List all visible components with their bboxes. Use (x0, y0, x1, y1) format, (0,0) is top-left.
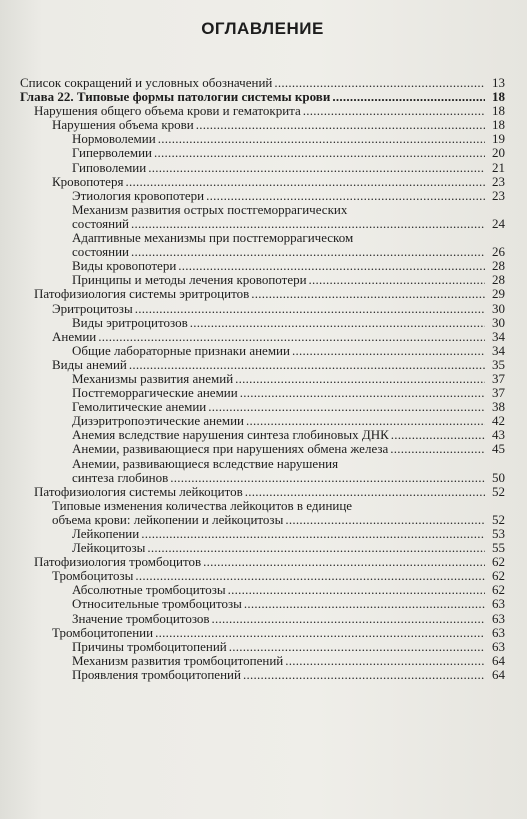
toc-entry-page: 23 (492, 173, 505, 189)
dot-leader (154, 147, 485, 161)
toc-entry (20, 175, 505, 189)
toc-entry-label: Значение тромбоцитозов (72, 610, 210, 626)
toc-entry-label: Этиология кровопотери (72, 187, 205, 203)
dot-leader (155, 626, 485, 640)
toc-entry (20, 287, 505, 301)
toc-entry (20, 612, 505, 626)
toc-entry (20, 245, 505, 259)
toc-entry-page: 28 (492, 272, 505, 288)
toc-entry-page: 63 (492, 596, 505, 612)
toc-entry-label: Эритроцитозы (52, 300, 133, 316)
toc-entry-page: 43 (492, 427, 505, 443)
toc-entry-label: Абсолютные тромбоцитозы (72, 582, 226, 598)
toc-entry-label: Нарушения общего объема крови и гематокрита (34, 103, 301, 119)
toc-entry-page: 30 (492, 314, 505, 330)
toc-entry-page: 26 (492, 244, 505, 260)
toc-entry (20, 146, 505, 160)
dot-leader (98, 330, 485, 344)
toc-entry-page: 30 (492, 300, 505, 316)
toc-entry (20, 104, 505, 118)
dot-leader (243, 668, 485, 682)
toc-entry (20, 302, 505, 316)
toc-entry-label: состояний (72, 215, 129, 231)
toc-entry (20, 118, 505, 132)
toc-entry-label: Патофизиология тромбоцитов (34, 554, 202, 570)
dot-leader (158, 132, 485, 146)
toc-entry-page: 38 (492, 399, 505, 415)
toc-entry-page: 35 (492, 356, 505, 372)
dot-leader (131, 245, 485, 259)
dot-leader (178, 259, 485, 273)
dot-leader (285, 513, 485, 527)
dot-leader (332, 90, 485, 104)
toc-entry (20, 76, 505, 90)
toc-entry-label: Патофизиология системы лейкоцитов (34, 483, 243, 499)
dot-leader (148, 161, 485, 175)
toc-entry (20, 626, 505, 640)
toc-entry-label: Виды эритроцитозов (72, 314, 188, 330)
toc-entry (20, 668, 505, 682)
toc-entry-page: 19 (492, 131, 505, 147)
toc-entry-label: Дизэритропоэтические анемии (72, 413, 245, 429)
toc-entry-page: 62 (492, 554, 505, 570)
toc-entry (20, 583, 505, 597)
table-of-contents (20, 76, 505, 682)
toc-entry (20, 457, 505, 471)
toc-entry (20, 161, 505, 175)
toc-entry-label: Тромбоцитозы (52, 568, 134, 584)
toc-entry-page: 20 (492, 145, 505, 161)
toc-entry (20, 541, 505, 555)
toc-entry-label: Лейкоцитозы (72, 540, 146, 556)
toc-entry-page: 13 (492, 75, 505, 90)
dot-leader (309, 273, 485, 287)
dot-leader (147, 541, 485, 555)
toc-entry-page: 50 (492, 469, 505, 485)
page-title: ОГЛАВЛЕНИЕ (201, 19, 324, 38)
toc-entry-label: Анемии, развивающиеся при нарушениях обмена железа (72, 441, 389, 457)
toc-entry-label: Типовые изменения количества лейкоцитов в единице (52, 497, 353, 513)
toc-entry-page: 62 (492, 582, 505, 598)
toc-entry-page: 18 (492, 103, 505, 119)
toc-entry-page: 64 (492, 666, 505, 682)
dot-leader (170, 471, 485, 485)
toc-entry-page: 23 (492, 187, 505, 203)
toc-entry-page: 29 (492, 286, 505, 302)
dot-leader (229, 640, 485, 654)
toc-entry (20, 428, 505, 442)
toc-entry-label: Гиперволемии (72, 145, 152, 161)
toc-entry-page: 34 (492, 328, 505, 344)
toc-entry-label: объема крови: лейкопении и лейкоцитозы (52, 511, 284, 527)
toc-entry (20, 358, 505, 372)
toc-entry-page: 64 (492, 652, 505, 668)
toc-entry (20, 386, 505, 400)
toc-entry (20, 217, 505, 231)
dot-leader (292, 344, 485, 358)
toc-entry (20, 569, 505, 583)
toc-entry (20, 344, 505, 358)
dot-leader (235, 372, 485, 386)
toc-entry (20, 316, 505, 330)
toc-entry-label: синтеза глобинов (72, 469, 169, 485)
toc-entry-page: 53 (492, 526, 505, 541)
dot-leader (240, 386, 485, 400)
toc-entry-page: 21 (492, 159, 505, 175)
toc-entry-label: Кровопотеря (52, 173, 124, 189)
toc-entry-label: Общие лабораторные признаки анемии (72, 342, 290, 358)
toc-entry-page: 37 (492, 370, 505, 386)
toc-entry (20, 414, 505, 428)
dot-leader (285, 654, 485, 668)
dot-leader (391, 428, 485, 442)
dot-leader (131, 217, 485, 231)
toc-entry-page: 42 (492, 413, 505, 429)
toc-entry-page: 34 (492, 342, 505, 358)
toc-entry-label: Гиповолемии (72, 159, 147, 175)
toc-entry (20, 640, 505, 654)
dot-leader (135, 302, 485, 316)
toc-entry (20, 231, 505, 245)
toc-entry (20, 189, 505, 203)
toc-entry-page: 55 (492, 540, 505, 556)
toc-entry-page: 62 (492, 568, 505, 584)
toc-entry-page: 28 (492, 258, 505, 274)
dot-leader (190, 316, 485, 330)
toc-entry-page: 52 (492, 483, 505, 499)
dot-leader (196, 118, 485, 132)
toc-entry (20, 499, 505, 513)
toc-entry-label: Виды кровопотери (72, 258, 177, 274)
toc-entry-label: состоянии (72, 244, 129, 260)
toc-entry-page: 52 (492, 511, 505, 527)
dot-leader (251, 288, 485, 302)
toc-entry-label: Виды анемий (52, 356, 127, 372)
toc-entry (20, 527, 505, 541)
toc-entry-page: 18 (492, 89, 505, 105)
toc-entry-label: Причины тромбоцитопений (72, 638, 227, 654)
toc-entry-label: Глава 22. Типовые формы патологии системы крови (20, 89, 331, 105)
dot-leader (141, 527, 485, 541)
dot-leader (245, 485, 485, 499)
toc-entry (20, 513, 505, 527)
toc-entry-page: 18 (492, 117, 505, 133)
toc-entry (20, 555, 505, 569)
toc-entry-label: Нормоволемии (72, 131, 156, 147)
toc-entry-label: Механизм развития тромбоцитопений (72, 652, 284, 668)
toc-entry-label: Анемии, развивающиеся вследствие нарушения (72, 455, 339, 471)
toc-entry-page: 63 (492, 638, 505, 654)
toc-entry-label: Тромбоцитопении (52, 624, 154, 640)
toc-entry-label: Постгеморрагические анемии (72, 385, 238, 401)
dot-leader (203, 555, 485, 569)
toc-entry (20, 132, 505, 146)
dot-leader (228, 583, 485, 597)
dot-leader (129, 358, 485, 372)
toc-entry-label: Патофизиология системы эритроцитов (34, 286, 250, 302)
toc-entry-page: 45 (492, 441, 505, 457)
toc-entry (20, 442, 505, 456)
dot-leader (246, 414, 485, 428)
dot-leader (206, 189, 485, 203)
toc-entry-label: Проявления тромбоцитопений (72, 666, 241, 682)
toc-entry-label: Относительные тромбоцитозы (72, 596, 242, 612)
toc-entry (20, 90, 505, 104)
toc-entry (20, 400, 505, 414)
toc-entry-page: 37 (492, 385, 505, 401)
toc-entry-label: Список сокращений и условных обозначений (20, 75, 273, 90)
toc-entry (20, 654, 505, 668)
toc-entry-label: Механизмы развития анемий (72, 370, 234, 386)
dot-leader (244, 598, 485, 612)
toc-entry-label: Адаптивные механизмы при постгеморрагическом (72, 230, 354, 246)
dot-leader (135, 569, 485, 583)
toc-entry (20, 259, 505, 273)
toc-entry-label: Принципы и методы лечения кровопотери (72, 272, 307, 288)
dot-leader (208, 400, 485, 414)
toc-entry (20, 203, 505, 217)
toc-entry-label: Анемия вследствие нарушения синтеза глобиновых ДНК (72, 427, 389, 443)
dot-leader (125, 175, 485, 189)
toc-entry-label: Нарушения объема крови (52, 117, 194, 133)
toc-entry-label: Лейкопении (72, 526, 140, 541)
toc-entry (20, 597, 505, 611)
dot-leader (303, 104, 485, 118)
toc-entry (20, 471, 505, 485)
toc-entry (20, 485, 505, 499)
dot-leader (390, 443, 485, 457)
toc-entry (20, 330, 505, 344)
dot-leader (274, 76, 485, 90)
toc-entry-page: 24 (492, 215, 505, 231)
toc-entry-label: Анемии (52, 328, 97, 344)
toc-entry (20, 273, 505, 287)
toc-entry (20, 372, 505, 386)
dot-leader (212, 612, 485, 626)
toc-entry-page: 63 (492, 624, 505, 640)
toc-entry-label: Гемолитические анемии (72, 399, 207, 415)
toc-entry-page: 63 (492, 610, 505, 626)
toc-entry-label: Механизм развития острых постгеморрагических (72, 201, 348, 217)
